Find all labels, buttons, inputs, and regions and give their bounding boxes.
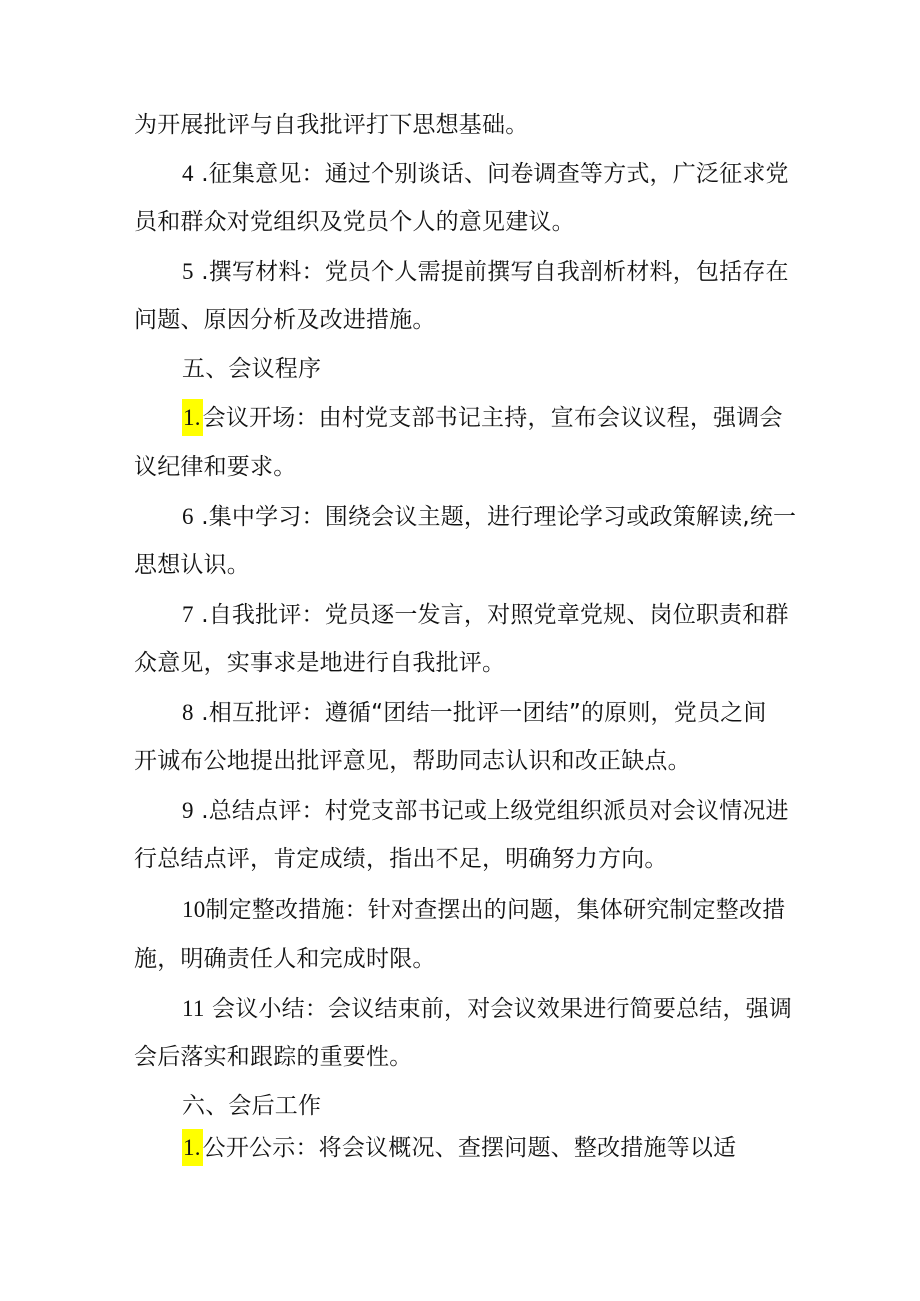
section-5-heading: 五、会议程序 xyxy=(182,356,322,382)
item-text: .自我批评：党员逐一发言，对照党章党规、岗位职责和群 xyxy=(193,602,789,628)
section-6-item-1-line1 xyxy=(182,1133,736,1163)
section-5-item-11-line1 xyxy=(182,994,792,1024)
section-5-item-7-line2: 众意见，实事求是地进行自我批评。 xyxy=(134,650,506,676)
item-number: 7 xyxy=(182,602,194,627)
section-5-item-11-line2: 会后落实和跟踪的重要性。 xyxy=(134,1044,413,1070)
item-number: 8 xyxy=(182,700,194,725)
highlighted-number: 1. xyxy=(182,1129,203,1166)
section-5-item-9-line1 xyxy=(182,796,789,826)
item-text: .集中学习：围绕会议主题，进行理论学习或政策解读,统一 xyxy=(193,504,797,530)
highlighted-number: 1. xyxy=(182,399,203,436)
section-5-item-1-line1 xyxy=(182,403,783,433)
section-5-item-8-line1 xyxy=(182,698,767,728)
section-5-item-1-line2: 议纪律和要求。 xyxy=(134,454,297,480)
prep-item-4-line1 xyxy=(182,159,789,189)
section-5-item-8-line2: 开诚布公地提出批评意见，帮助同志认识和改正缺点。 xyxy=(134,748,691,774)
section-5-item-10-line1 xyxy=(182,895,785,925)
item-text: 公开公示：将会议概况、查摆问题、整改措施等以适 xyxy=(202,1135,737,1161)
section-6-heading: 六、会后工作 xyxy=(182,1093,322,1119)
item-text: .总结点评：村党支部书记或上级党组织派员对会议情况进 xyxy=(193,798,789,824)
item-text: 制定整改措施：针对查摆出的问题，集体研究制定整改措 xyxy=(205,897,786,923)
item-number: 10 xyxy=(182,897,206,922)
section-5-item-10-line2: 施，明确责任人和完成时限。 xyxy=(134,946,436,972)
item-text: .撰写材料：党员个人需提前撰写自我剖析材料，包括存在 xyxy=(193,259,789,285)
section-5-item-7-line1 xyxy=(182,600,789,630)
paragraph-line: 为开展批评与自我批评打下思想基础。 xyxy=(134,112,529,138)
item-number: 4 xyxy=(182,161,194,186)
prep-item-5-line2: 问题、原因分析及改进措施。 xyxy=(134,307,436,333)
section-5-item-6-line1 xyxy=(182,502,796,532)
item-number: 5 xyxy=(182,259,194,284)
section-5-item-6-line2: 思想认识。 xyxy=(134,552,250,578)
item-text: .相互批评：遵循“团结一批评一团结”的原则，党员之间 xyxy=(193,700,767,726)
prep-item-5-line1 xyxy=(182,257,789,287)
item-number: 9 xyxy=(182,798,194,823)
item-text: 会议开场：由村党支部书记主持，宣布会议议程，强调会 xyxy=(202,405,783,431)
item-text: 会议小结：会议结束前，对会议效果进行简要总结，强调 xyxy=(204,996,793,1022)
section-5-item-9-line2: 行总结点评，肯定成绩，指出不足，明确努力方向。 xyxy=(134,846,668,872)
item-number: 6 xyxy=(182,504,194,529)
item-number: 11 xyxy=(182,996,205,1021)
item-text: .征集意见：通过个别谈话、问卷调查等方式，广泛征求党 xyxy=(193,161,789,187)
prep-item-4-line2: 员和群众对党组织及党员个人的意见建议。 xyxy=(134,209,575,235)
